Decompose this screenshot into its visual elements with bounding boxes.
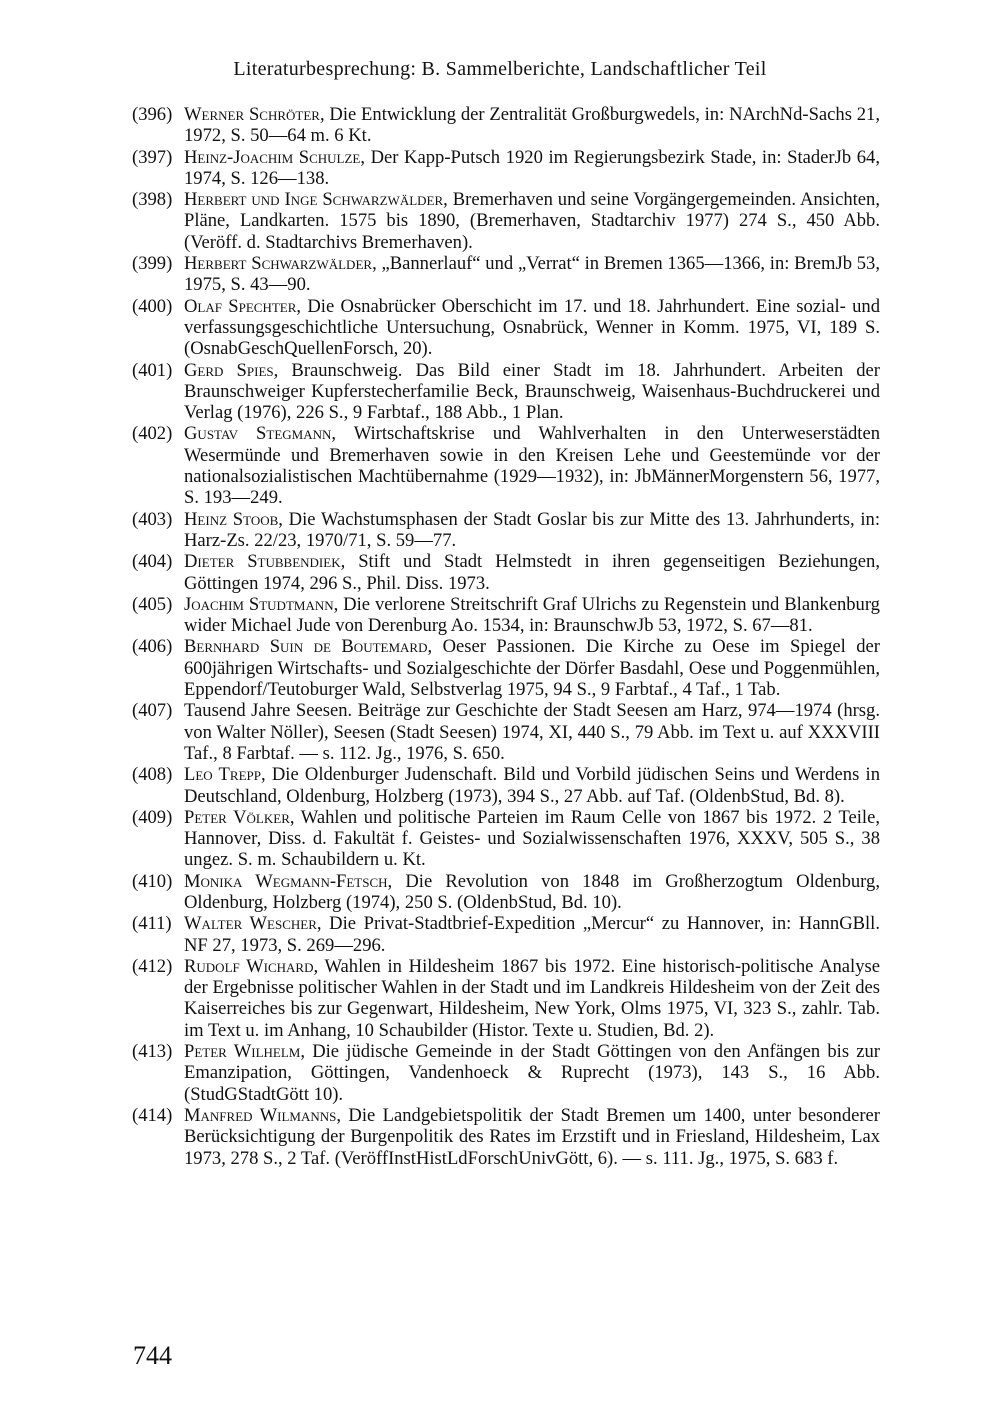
entry-number: (406) <box>132 636 173 658</box>
entry-author: Herbert und Inge Schwarzwälder <box>184 189 444 211</box>
entry-text: , Die jüdische Gemeinde in der Stadt Göttingen von den Anfängen bis zur Emanzipation, Göttingen, Vandenhoeck & Ruprecht (1973), 143 S., 16 Abb. (StudGStadtGött 10). <box>184 1041 881 1105</box>
entry-author: Peter Wilhelm <box>184 1041 301 1063</box>
entry-text: , Wirtschaftskrise und Wahlverhalten in den Unterweserstädten Wesermünde und Bremerhaven sowie in den Kreisen Lehe und Geestemünde vor der nationalsozialistischen Machtübernahme (1929—1932), in: JbMännerMorgenstern 56, 1977, S. 193—249. <box>184 423 881 509</box>
entry-author: Gustav Stegmann <box>184 423 332 445</box>
entry-author: Monika Wegmann-Fetsch <box>184 870 388 892</box>
bibliography-entry <box>132 509 880 552</box>
entry-text: Tausend Jahre Seesen. Beiträge zur Geschichte der Stadt Seesen am Harz, 974—1974 (hrsg. von Walter Nöller), Seesen (Stadt Seesen) 1974, XI, 440 S., 79 Abb. im Text u. auf XXXVIII Taf., 8 Farbtaf. — s. 112. Jg., 1976, S. 650. <box>184 700 880 764</box>
entry-number: (407) <box>132 700 173 722</box>
bibliography-entry <box>132 147 880 190</box>
entry-number: (414) <box>132 1104 173 1126</box>
entry-author: Peter Völker <box>184 806 290 828</box>
bibliography-entry <box>132 594 880 637</box>
bibliography-entry <box>132 956 880 1041</box>
entry-number: (411) <box>132 913 172 935</box>
entry-author: Olaf Spechter <box>184 295 297 317</box>
bibliography-entry <box>132 913 880 956</box>
entry-number: (409) <box>132 806 173 828</box>
entry-number: (413) <box>132 1041 173 1063</box>
bibliography-entry <box>132 1105 880 1169</box>
entry-number: (399) <box>132 253 173 275</box>
entry-author: Joachim Studtmann <box>184 593 334 615</box>
entry-text: , Die verlorene Streitschrift Graf Ulrichs zu Regenstein und Blankenburg wider Michael Jude von Derenburg Ao. 1534, in: BraunschwJb 53, 1972, S. 67—81. <box>184 593 880 637</box>
entry-text: , Die Osnabrücker Oberschicht im 17. und 18. Jahrhundert. Eine sozial- und verfassungsgeschichtliche Untersuchung, Osnabrück, Wenner in Komm. 1975, VI, 189 S. (OsnabGeschQuellenForsch, 20). <box>184 295 880 360</box>
entry-author: Manfred Wilmanns <box>184 1104 337 1126</box>
entry-number: (403) <box>132 508 173 530</box>
entry-text: , Die Privat-Stadtbrief-Expedition „Mercur“ zu Hannover, in: HannGBll. NF 27, 1973, S. 269—296. <box>184 913 881 956</box>
entry-author: Heinz Stoob <box>184 508 279 530</box>
entry-number: (396) <box>132 104 173 125</box>
entry-text: , Die Wachstumsphasen der Stadt Goslar bis zur Mitte des 13. Jahrhunderts, in: Harz-Zs. 22/23, 1970/71, S. 59—77. <box>184 508 880 551</box>
entry-author: Gerd Spies <box>184 359 274 381</box>
entry-number: (408) <box>132 764 173 786</box>
bibliography-entry <box>132 700 880 764</box>
entry-text: , „Bannerlauf“ und „Verrat“ in Bremen 1365—1366, in: BremJb 53, 1975, S. 43—90. <box>184 253 880 296</box>
entry-author: Walter Wescher <box>184 913 317 935</box>
running-header: Literaturbesprechung: B. Sammelberichte, Landschaftlicher Teil <box>233 58 767 80</box>
entry-number: (404) <box>132 551 173 573</box>
bibliography-list <box>132 104 880 1169</box>
bibliography-entry <box>132 253 880 296</box>
bibliography-entry <box>132 764 880 807</box>
entry-number: (398) <box>132 189 173 211</box>
entry-text: , Die Revolution von 1848 im Großherzogtum Oldenburg, Oldenburg, Holzberg (1974), 250 S. (OldenbStud, Bd. 10). <box>184 870 880 913</box>
entry-number: (405) <box>132 593 173 615</box>
bibliography-entry <box>132 1041 880 1105</box>
entry-text: , Oeser Passionen. Die Kirche zu Oese im Spiegel der 600jährigen Wirtschafts- und Sozialgeschichte der Dörfer Basdahl, Oese und Poggenmühlen, Eppendorf/Teutoburger Wald, Selbstverlag 1975, 94 S., 9 Farbtaf., 4 Taf., 1 Tab. <box>184 636 880 701</box>
entry-author: Rudolf Wichard <box>184 955 314 977</box>
entry-text: , Wahlen und politische Parteien im Raum Celle von 1867 bis 1972. 2 Teile, Hannover, Diss. d. Fakultät f. Geistes- und Sozialwissenschaften 1976, XXXV, 505 S., 38 ungez. S. m. Schaubildern u. Kt. <box>184 806 881 871</box>
entry-author: Dieter Stubbendiek <box>184 551 341 573</box>
entry-author: Bernhard Suin de Boutemard <box>184 636 428 658</box>
bibliography-entry <box>132 636 880 700</box>
entry-author: Herbert Schwarzwälder <box>184 253 373 275</box>
bibliography-entry <box>132 360 880 424</box>
entry-number: (410) <box>132 870 173 892</box>
bibliography-entry <box>132 551 880 594</box>
entry-text: , Die Entwicklung der Zentralität Großburgwedels, in: NArchNd-Sachs 21, 1972, S. 50—64 m. 6 Kt. <box>184 104 880 147</box>
bibliography-entry <box>132 296 880 360</box>
entry-text: , Die Oldenburger Judenschaft. Bild und Vorbild jüdischen Seins und Werdens in Deutschland, Oldenburg, Holzberg (1973), 394 S., 27 Abb. auf Taf. (OldenbStud, Bd. 8). <box>184 764 881 807</box>
entry-number: (397) <box>132 146 173 168</box>
entry-text: , Wahlen in Hildesheim 1867 bis 1972. Eine historisch-politische Analyse der Ergebnisse politischer Wahlen in der Stadt und im Landkreis Hildesheim von der Zeit des Kaiserreiches bis zur Gegenwart, Hildesheim, New York, Olms 1975, VI, 323 S., zahlr. Tab. im Text u. im Anhang, 10 Schaubilder (Histor. Texte u. Studien, Bd. 2). <box>184 955 881 1041</box>
bibliography-entry <box>132 189 880 253</box>
entry-text: , Die Landgebietspolitik der Stadt Bremen um 1400, unter besonderer Berücksichtigung der Burgenpolitik des Rates im Erzstift und in Friesland, Hildesheim, Lax 1973, 278 S., 2 Taf. (VeröffInstHistLdForschUnivGött, 6). — s. 111. Jg., 1975, S. 683 f. <box>184 1104 881 1169</box>
entry-number: (400) <box>132 295 173 317</box>
bibliography-entry <box>132 807 880 871</box>
entry-number: (401) <box>132 359 173 381</box>
entry-author: Werner Schröter <box>184 104 320 125</box>
bibliography-entry <box>132 104 880 147</box>
entry-number: (412) <box>132 955 173 977</box>
bibliography-entry <box>132 871 880 914</box>
page-number: 744 <box>133 1341 172 1370</box>
entry-author: Leo Trepp <box>184 764 261 786</box>
entry-text: , Der Kapp-Putsch 1920 im Regierungsbezirk Stade, in: StaderJb 64, 1974, S. 126—138. <box>184 146 880 189</box>
entry-number: (402) <box>132 423 173 445</box>
bibliography-entry <box>132 423 880 508</box>
entry-text: , Stift und Stadt Helmstedt in ihren gegenseitigen Beziehungen, Göttingen 1974, 296 S., Phil. Diss. 1973. <box>184 551 880 594</box>
entry-text: , Bremerhaven und seine Vorgängergemeinden. Ansichten, Pläne, Landkarten. 1575 bis 1890, (Bremerhaven, Stadtarchiv 1977) 274 S., 450 Abb. (Veröff. d. Stadtarchivs Bremerhaven). <box>184 189 880 253</box>
entry-author: Heinz-Joachim Schulze <box>184 146 361 168</box>
entry-text: , Braunschweig. Das Bild einer Stadt im 18. Jahrhundert. Arbeiten der Braunschweiger Kupferstecherfamilie Beck, Braunschweig, Waisenhaus-Buchdruckerei und Verlag (1976), 226 S., 9 Farbtaf., 188 Abb., 1 Plan. <box>184 359 880 424</box>
